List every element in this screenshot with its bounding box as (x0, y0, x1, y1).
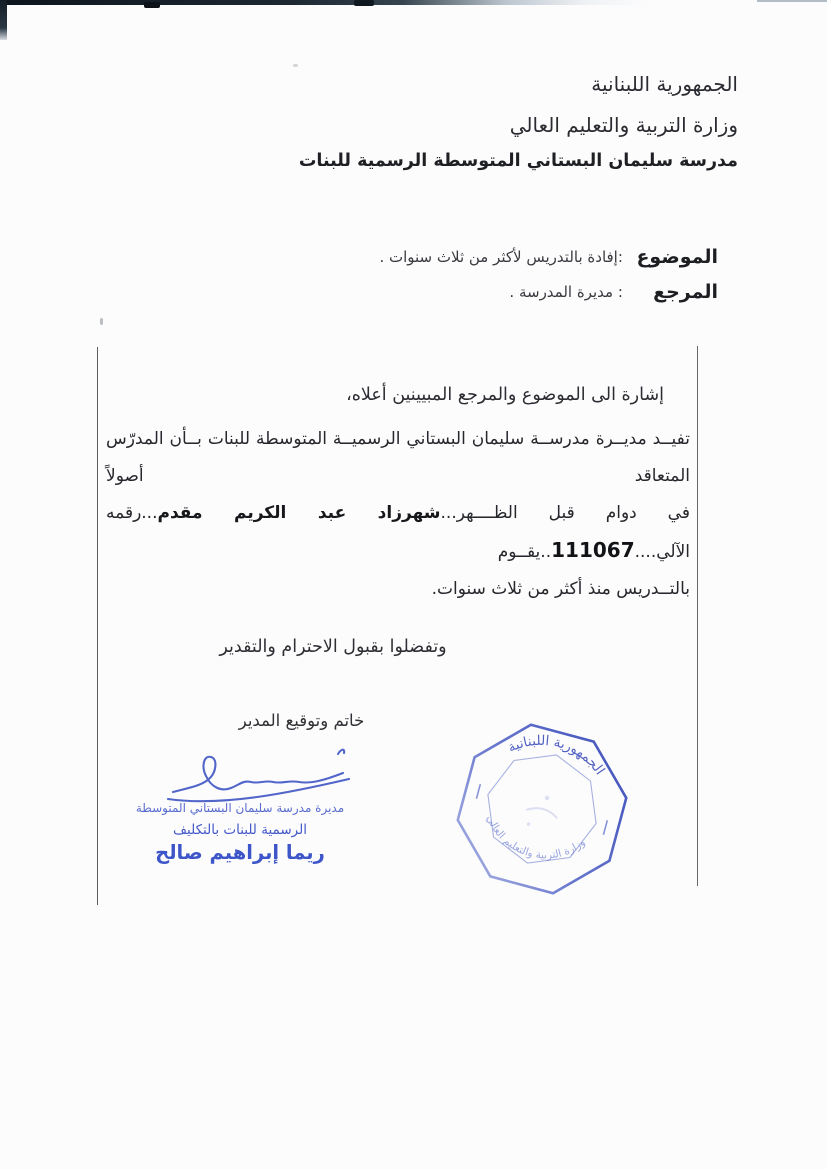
scan-speck (100, 318, 103, 325)
scan-speck (354, 0, 374, 6)
reference-row (379, 281, 718, 303)
scan-speck (144, 2, 160, 8)
letterhead (299, 72, 738, 171)
closing-regards: وتفضلوا بقبول الاحترام والتقدير (219, 637, 447, 657)
body-frame-left-rule (97, 347, 98, 905)
signatory-title-line-1: مديرة مدرسة سليمان البستاني المتوسطة (135, 801, 345, 815)
scan-speck (293, 64, 298, 67)
body-line-2 (106, 495, 690, 571)
reference-label: المرجع (653, 281, 718, 303)
signatory-name: ريما إبراهيم صالح (155, 841, 325, 864)
salutation-line: إشارة الى الموضوع والمرجع المبيينين أعلاه، (346, 385, 664, 405)
letterhead-school: مدرسة سليمان البستاني المتوسطة الرسمية للبنات (298, 151, 738, 171)
scan-edge-artifact-corner (0, 0, 7, 40)
body-line-2-middle: ...رقمه الآلي.... (106, 503, 690, 562)
stamp-left-tick (476, 784, 480, 798)
scan-edge-artifact-top (0, 0, 648, 5)
stamp-top-text: الجمهورية اللبنانية (505, 732, 608, 778)
body-paragraph (106, 421, 690, 608)
stamp-bottom-text: وزارة التربية والتعليم العالي (484, 813, 588, 862)
stamp-right-tick (603, 820, 607, 834)
svg-text:وزارة التربية والتعليم العالي (477, 811, 590, 873)
body-line-1: تفيــد مديــرة مدرســة سليمان البستاني الرسميــة المتوسطة للبنات بــأن المدرّس المتعاقد أصولاً (106, 429, 690, 486)
body-line-2-suffix: ..يقــوم (497, 542, 552, 562)
body-line-2-prefix: في دوام قبل الظــــهر... (440, 503, 690, 523)
subject-row (379, 246, 718, 268)
body-frame-right-rule (697, 346, 698, 886)
reference-value: : مديرة المدرسة . (509, 283, 623, 301)
subject-reference-block (379, 246, 718, 316)
subject-value: :إفادة بالتدريس لأكثر من ثلاث سنوات . (379, 248, 623, 266)
stamp-signature-caption: خاتم وتوقيع المدير (238, 711, 365, 730)
stamp-center-emblem (522, 791, 562, 832)
scan-edge-artifact-top-right (757, 0, 827, 2)
body-line-3: بالتــدريس منذ أكثر من ثلاث سنوات. (431, 579, 690, 599)
letterhead-republic: الجمهورية اللبنانية (591, 72, 738, 96)
letterhead-ministry: وزارة التربية والتعليم العالي (509, 113, 738, 137)
teacher-number: 111067 (551, 538, 635, 562)
signatory-title-line-2: الرسمية للبنات بالتكليف (173, 822, 307, 838)
teacher-name: شهرزاد عبد الكريم مقدم (157, 503, 441, 523)
subject-label: الموضوع (636, 246, 718, 268)
official-octagon-stamp (447, 719, 639, 901)
